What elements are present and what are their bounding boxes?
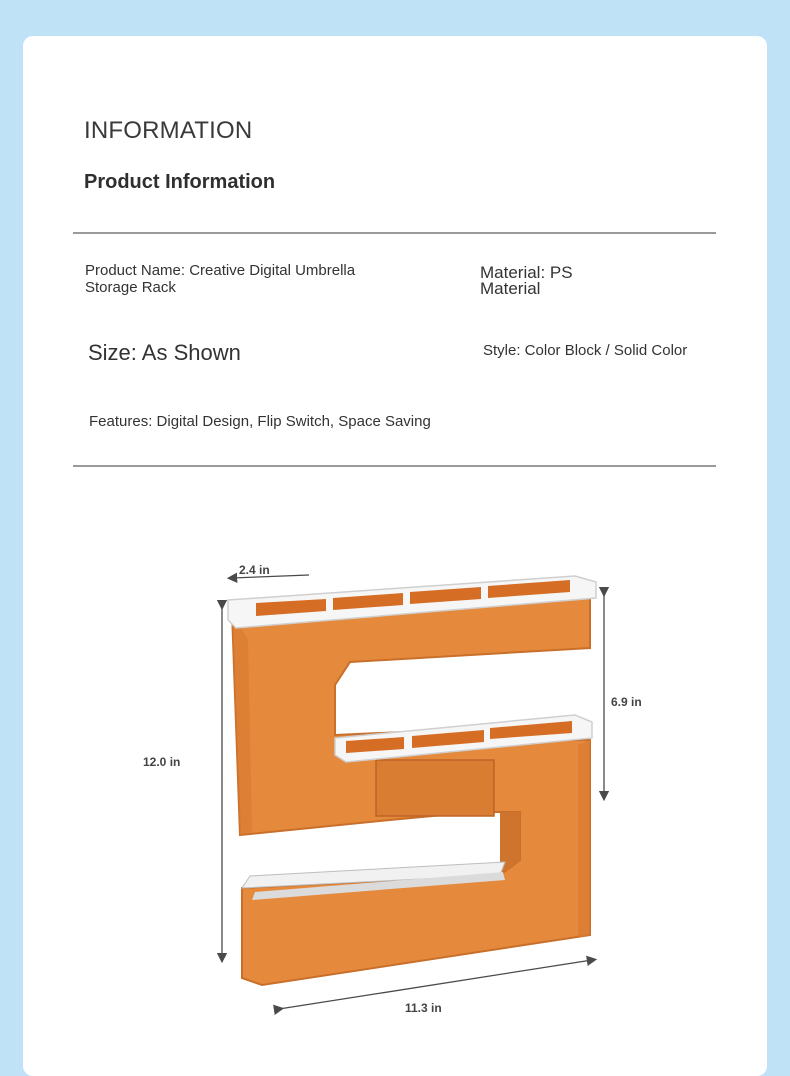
features-text: Features: Digital Design, Flip Switch, Space Saving [89,413,431,430]
rack-product-image [228,576,596,985]
height-label: 12.0 in [143,755,181,769]
depth-label: 2.4 in [239,563,270,577]
style-text: Style: Color Block / Solid Color [483,342,688,359]
umbrella-rack-illustration [0,540,790,1040]
section-heading: INFORMATION [84,117,253,144]
size-text: Size: As Shown [88,340,241,365]
width-label: 11.3 in [405,1001,442,1015]
top-divider [73,232,716,234]
bottom-divider [73,465,716,467]
material-text: Material: PS Material [480,263,573,298]
product-name-text: Product Name: Creative Digital Umbrella Storage Rack [85,262,356,296]
section-subheading: Product Information [84,171,276,193]
product-dimension-diagram [0,540,790,1040]
upper-height-label: 6.9 in [611,695,642,709]
